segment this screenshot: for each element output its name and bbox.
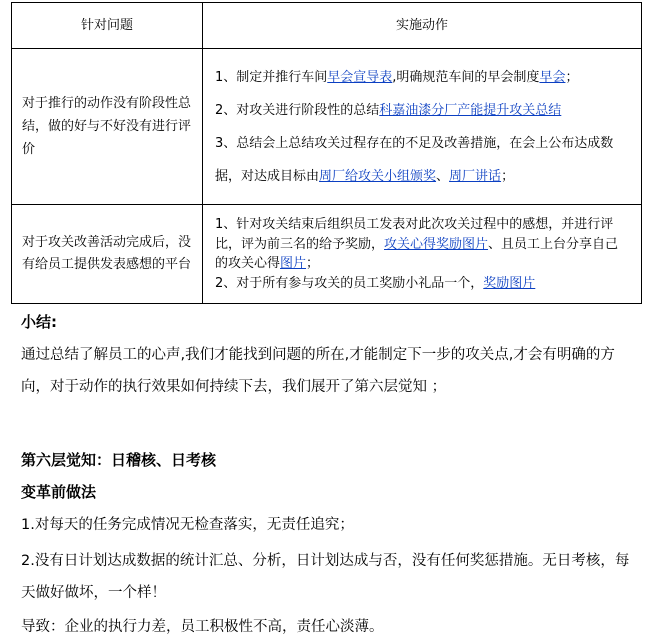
action-item (215, 61, 631, 94)
problem-cell: 对于推行的动作没有阶段性总结，做的好与不好没有进行评价 (12, 49, 203, 205)
section6-item-2: 2.没有日计划达成数据的统计汇总、分析，日计划达成与否，没有任何奖惩措施。无日考核，每天做好做坏，一个样！ (21, 553, 630, 601)
action-item (215, 127, 631, 193)
action-item (215, 215, 631, 274)
action-text: 2、对于所有参与攻关的员工奖励小礼品一个， (215, 275, 484, 291)
header-action: 实施动作 (203, 3, 642, 49)
action-cell (203, 49, 642, 205)
section6-subheading: 变革前做法 (21, 483, 97, 501)
photo-link[interactable]: 图片 (280, 256, 307, 271)
summary-text: 通过总结了解员工的心声,我们才能找到问题的所在,才能制定下一步的攻关点,才会有明确的方向，对于动作的执行效果如何持续下去，我们展开了第六层觉知 ； (21, 347, 615, 395)
action-text: ； (501, 168, 515, 184)
experience-award-photo-link[interactable]: 攻关心得奖励图片 (384, 236, 489, 252)
action-text: 3、总结会上总结攻关过程存在的不足及改善措施，在会上公布达成数据，对达成目标由 (215, 135, 614, 184)
capacity-summary-link[interactable]: 科嘉油漆分厂产能提升攻关总结 (379, 102, 562, 118)
action-text: ,明确规范车间的早会制度 (392, 69, 540, 85)
action-text: 1、制定并推行车间 (215, 69, 328, 85)
table-row (12, 49, 642, 205)
award-ceremony-link[interactable]: 周厂给攻关小组颁奖 (319, 168, 437, 184)
action-text: 1、针对攻关结束后组织员工发表对此次攻关过程中的感想，并进行评比，评为前三名的给予奖励， (215, 217, 614, 252)
action-item (215, 274, 631, 294)
reward-photo-link[interactable]: 奖励图片 (483, 275, 536, 291)
morning-meeting-link[interactable]: 早会 (539, 69, 566, 85)
action-text: 2、对攻关进行阶段性的总结 (215, 102, 380, 118)
table-row (12, 205, 642, 304)
section6-item-1: 1.对每天的任务完成情况无检查落实，无责任追究； (21, 517, 354, 533)
summary-heading: 小结: (21, 313, 57, 331)
action-table (11, 2, 642, 304)
header-problem: 针对问题 (12, 3, 203, 49)
action-cell (203, 205, 642, 304)
morning-meeting-sheet-link[interactable]: 早会宣导表 (327, 69, 393, 85)
section6-result: 导致：企业的执行力差，员工积极性不高，责任心淡薄。 (21, 619, 384, 635)
section6-heading: 第六层觉知：日稽核、日考核 (21, 451, 217, 469)
action-text: ； (306, 256, 320, 271)
action-text: 、 (436, 168, 450, 184)
action-text: ； (565, 69, 579, 85)
problem-cell: 对于攻关改善活动完成后，没有给员工提供发表感想的平台 (12, 205, 203, 304)
action-item (215, 94, 631, 127)
factory-speech-link[interactable]: 周厂讲话 (449, 168, 502, 184)
table-header-row (12, 3, 642, 49)
action-text: 、且员工上台分享自己的攻关心得 (215, 236, 619, 271)
